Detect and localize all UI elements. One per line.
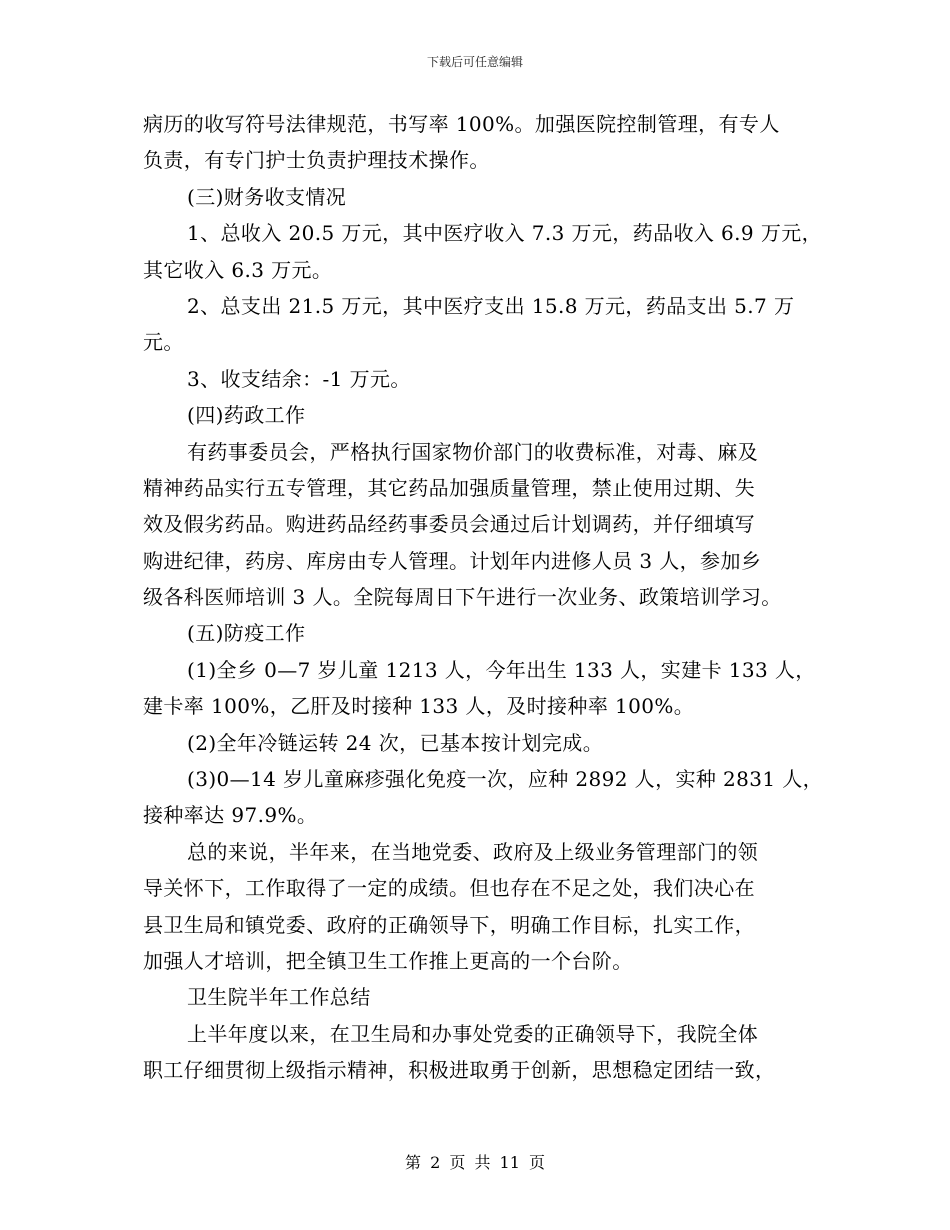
- text-line: 导关怀下，工作取得了一定的成绩。但也存在不足之处，我们决心在: [143, 876, 755, 901]
- text-line: 1、总收入 20.5 万元，其中医疗收入 7.3 万元，药品收入 6.9 万元，: [187, 221, 823, 246]
- text-line: 2、总支出 21.5 万元，其中医疗支出 15.8 万元，药品支出 5.7 万: [187, 293, 795, 318]
- section-heading: (五)防疫工作: [187, 621, 306, 646]
- text-line: (3)0—14 岁儿童麻疹强化免疫一次，应种 2892 人，实种 2831 人，: [187, 767, 824, 792]
- text-line: 效及假劣药品。购进药品经药事委员会通过后计划调药，并仔细填写: [143, 512, 755, 537]
- text-line: 总的来说，半年来，在当地党委、政府及上级业务管理部门的领: [187, 839, 759, 864]
- text-line: 县卫生局和镇党委、政府的正确领导下，明确工作目标，扎实工作，: [143, 912, 755, 937]
- section-heading: 卫生院半年工作总结: [187, 985, 371, 1010]
- section-heading: (四)药政工作: [187, 403, 306, 428]
- text-line: 职工仔细贯彻上级指示精神，积极进取勇于创新，思想稳定团结一致，: [143, 1058, 776, 1083]
- page-number-footer: 第 2 页 共 11 页: [405, 1153, 545, 1172]
- page-header-note: 下载后可任意编辑: [426, 55, 523, 69]
- text-line: 3、收支结余：-1 万元。: [187, 366, 411, 391]
- text-line: 病历的收写符号法律规范，书写率 100%。加强医院控制管理，有专人: [143, 112, 780, 136]
- text-line: 级各科医师培训 3 人。全院每周日下午进行一次业务、政策培训学习。: [143, 585, 782, 610]
- text-line: 购进纪律，药房、库房由专人管理。计划年内进修人员 3 人，参加乡: [143, 548, 762, 573]
- text-line: 精神药品实行五专管理，其它药品加强质量管理，禁止使用过期、失: [143, 475, 755, 500]
- section-heading: (三)财务收支情况: [187, 184, 347, 209]
- text-line: 加强人才培训，把全镇卫生工作推上更高的一个台阶。: [143, 948, 633, 973]
- text-line: 接种率达 97.9%。: [143, 803, 318, 828]
- text-line: 建卡率 100%，乙肝及时接种 133 人，及时接种率 100%。: [143, 694, 695, 719]
- text-line: 有药事委员会，严格执行国家物价部门的收费标准，对毒、麻及: [187, 439, 759, 464]
- document-body: [143, 106, 843, 1089]
- text-line: 其它收入 6.3 万元。: [143, 257, 333, 282]
- text-line: (1)全乡 0—7 岁儿童 1213 人，今年出生 133 人，实建卡 133 人，: [187, 657, 816, 682]
- text-line: (2)全年冷链运转 24 次，已基本按计划完成。: [187, 730, 604, 755]
- text-line: 负责，有专门护士负责护理技术操作。: [143, 148, 490, 173]
- text-line: 元。: [143, 330, 184, 355]
- text-line: 上半年度以来，在卫生局和办事处党委的正确领导下，我院全体: [187, 1021, 759, 1046]
